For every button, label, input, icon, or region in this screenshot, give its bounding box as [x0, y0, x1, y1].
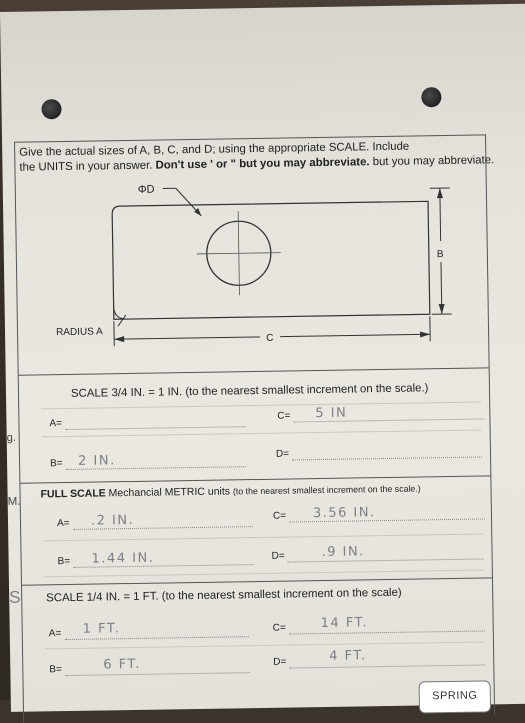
punch-hole-left: [41, 99, 61, 119]
section-1-rule-1: [41, 401, 481, 409]
section-2-rule-2: [44, 569, 484, 577]
section-3-d-answer: 4 FT.: [329, 648, 367, 664]
instruction-line-1: Give the actual sizes of A, B, C, and D; using the appropriate SCALE. Include: [19, 141, 409, 159]
section-1-b-label: B=: [50, 458, 63, 469]
section-1-d-label: D=: [276, 449, 289, 460]
section-2-d-answer: .9 IN.: [321, 544, 364, 560]
radius-label: RADIUS A: [56, 326, 103, 338]
section-2-title-bold: FULL SCALE: [40, 487, 105, 500]
section-1-a-blank[interactable]: [66, 426, 246, 430]
margin-note-m: M.: [8, 496, 21, 508]
section-2-b-label: B=: [58, 556, 71, 567]
section-1-d-blank[interactable]: [292, 456, 482, 460]
section-2-d-blank[interactable]: [288, 558, 484, 562]
margin-note-s: S: [9, 588, 21, 608]
diameter-label: ΦD: [138, 184, 155, 196]
punch-hole-right: [421, 87, 441, 107]
c-dimension-left: [114, 337, 260, 339]
section-2-rule-1: [43, 533, 483, 541]
section-2-title-mid: Mechancial METRIC units: [106, 485, 233, 499]
section-1-title: SCALE 3/4 IN. = 1 IN. (to the nearest smallest increment on the scale.): [71, 382, 429, 400]
section-2-c-label: C=: [273, 511, 286, 522]
instruction-units-text: the UNITS in your answer.: [19, 160, 152, 174]
section-3-b-blank[interactable]: [65, 672, 249, 676]
b-arrow-bottom: [439, 304, 445, 314]
radius-leader: [118, 315, 126, 326]
worksheet-page: [0, 4, 525, 712]
section-2-a-label: A=: [57, 518, 70, 529]
section-1-a-label: A=: [49, 418, 62, 429]
part-outline: [112, 201, 430, 319]
section-1-c-label: C=: [277, 410, 290, 421]
margin-note-g: g.: [7, 432, 16, 444]
section-3-b-label: B=: [49, 664, 62, 675]
section-3-b-answer: 6 FT.: [103, 657, 141, 673]
section-2-title-small: (to the nearest smallest increment on the scale.): [233, 483, 421, 496]
c-dimension-right: [280, 334, 430, 336]
c-arrow-right: [420, 331, 430, 337]
spring-tab: [419, 680, 491, 713]
section-3-a-blank[interactable]: [65, 636, 249, 640]
section-3-c-answer: 14 FT.: [321, 615, 369, 631]
section-1-c-answer: 5 IN: [315, 406, 347, 422]
c-arrow-left: [114, 336, 124, 342]
b-dimension-label: B: [437, 249, 444, 260]
section-2-title: [40, 482, 420, 500]
instruction-abbrev-text: but you may abbreviate.: [373, 154, 495, 168]
section-2-a-answer: .2 IN.: [91, 513, 134, 529]
section-3-c-blank[interactable]: [289, 630, 485, 634]
corner-radius: [114, 306, 127, 319]
section-3-a-label: A=: [49, 628, 62, 639]
section-3-a-answer: 1 FT.: [83, 621, 121, 637]
section-3-d-label: D=: [273, 657, 286, 668]
section-1-b-answer: 2 IN.: [78, 453, 116, 469]
section-1-rule-2: [42, 429, 482, 437]
section-divider-3: [22, 577, 492, 585]
section-3-title: SCALE 1/4 IN. = 1 FT. (to the nearest smallest increment on the scale): [46, 587, 402, 605]
question-box: [14, 134, 495, 722]
section-2-b-answer: 1.44 IN.: [91, 551, 154, 567]
section-2-c-answer: 3.56 IN.: [313, 505, 376, 521]
c-dimension-label: C: [266, 333, 273, 344]
b-arrow-top: [437, 188, 443, 198]
spring-label: SPRING: [420, 689, 490, 702]
part-drawing: [16, 165, 489, 377]
section-2-d-label: D=: [271, 551, 284, 562]
section-3-d-blank[interactable]: [289, 664, 485, 668]
section-3-rule-1: [45, 641, 485, 649]
instruction-bold-text: Don't use ' or " but you may abbreviate.: [155, 156, 369, 171]
section-3-c-label: C=: [273, 623, 286, 634]
